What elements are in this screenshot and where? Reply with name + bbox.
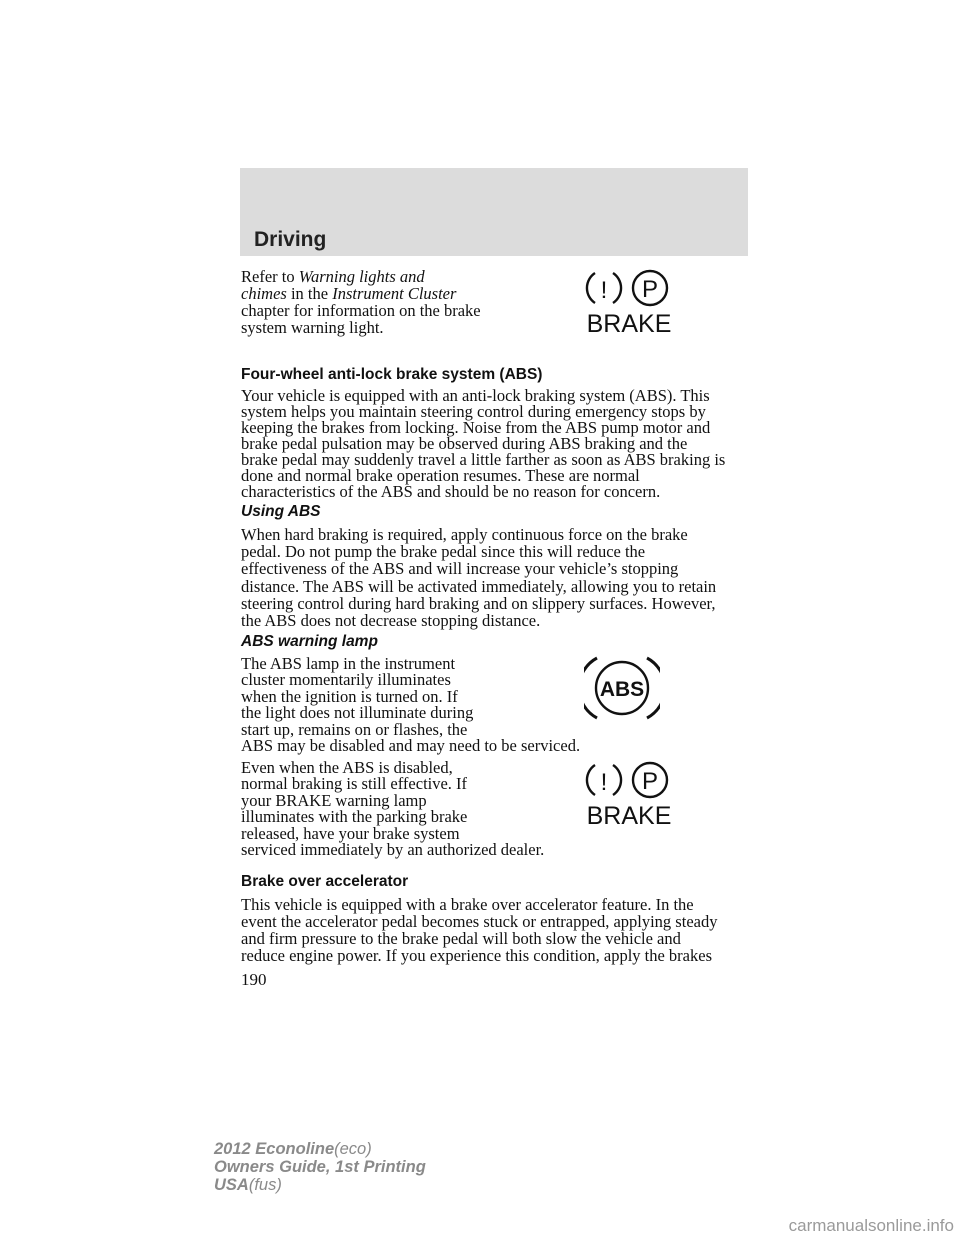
abs-lamp-line: normal braking is still effective. If [241, 774, 468, 794]
using-abs-line: When hard braking is required, apply continuous force on the brake [241, 525, 688, 544]
abs-lamp-heading: ABS warning lamp [241, 633, 378, 650]
refer-to-text: Refer to [241, 267, 295, 286]
footer-model: 2012 Econoline [214, 1140, 335, 1158]
brake-over-line: reduce engine power. If you experience this condition, apply the brakes [241, 946, 712, 965]
warning-lights-ref: Warning lights and [298, 267, 425, 286]
abs-line: done and normal brake operation resumes. These are normal [241, 466, 640, 485]
abs-section-heading: Four-wheel anti-lock brake system (ABS) [241, 366, 543, 383]
footer-model-code: (eco) [334, 1140, 372, 1158]
abs-lamp-line: Even when the ABS is disabled, [241, 758, 453, 777]
footer-market-code: (fus) [248, 1176, 282, 1194]
footer-line-2 [214, 1158, 426, 1176]
abs-warning-icon [584, 654, 660, 722]
section-title: Driving [254, 228, 327, 251]
intro-line-4: system warning light. [241, 318, 384, 337]
brake-over-line: This vehicle is equipped with a brake over accelerator feature. In the [241, 895, 694, 914]
abs-lamp-line: start up, remains on or flashes, the [241, 719, 468, 739]
watermark: carmanualsonline.info [788, 1216, 954, 1235]
abs-section-paragraph [241, 388, 761, 500]
footer-line-3 [214, 1176, 426, 1194]
exclaim-arc-left [587, 273, 595, 303]
brake-label: BRAKE [586, 310, 672, 338]
using-abs-line: distance. The ABS will be activated immediately, allowing you to retain [241, 576, 717, 596]
abs-lamp-line: released, have your brake system [241, 823, 460, 843]
brake-over-line: event the accelerator pedal becomes stuck or entrapped, applying steady [241, 912, 718, 931]
brake-over-paragraph [241, 896, 761, 964]
using-abs-line: the ABS does not decrease stopping distance. [241, 611, 541, 631]
p-glyph: P [641, 768, 659, 795]
brake-warning-icon [582, 268, 680, 338]
p-glyph: P [641, 276, 659, 303]
using-abs-line: effectiveness of the ABS and will increase your vehicle’s stopping [241, 559, 679, 579]
abs-line: brake pedal may suddenly travel a little farther as soon as ABS braking is [241, 450, 726, 469]
abs-lamp-line: the light does not illuminate during [241, 703, 474, 723]
intro-line-2 [241, 285, 541, 302]
document-footer [214, 1140, 426, 1194]
using-abs-heading: Using ABS [241, 503, 321, 520]
brake-label: BRAKE [586, 802, 672, 830]
brake-over-line: and firm pressure to the brake pedal will both slow the vehicle and [241, 929, 681, 948]
footer-line-1 [214, 1140, 426, 1158]
exclaim-arc-left [587, 765, 595, 795]
in-the-text: in the [286, 284, 333, 303]
abs-line: keeping the brakes from locking. Noise from the ABS pump motor and [241, 418, 711, 437]
instrument-cluster-ref: Instrument Cluster [332, 284, 457, 303]
abs-lamp-line: The ABS lamp in the instrument [241, 654, 456, 673]
intro-paragraph [241, 268, 541, 336]
brake-over-heading: Brake over accelerator [241, 873, 409, 890]
abs-line: system helps you maintain steering control during emergency stops by [241, 402, 706, 421]
chimes-ref: chimes [241, 284, 287, 303]
using-abs-line: steering control during hard braking and on slippery surfaces. However, [241, 593, 716, 613]
using-abs-paragraph [241, 526, 761, 629]
abs-lamp-line: ABS may be disabled and may need to be serviced. [241, 736, 581, 756]
page-number: 190 [241, 970, 267, 989]
exclaim-arc-right [613, 273, 621, 303]
exclaim-glyph: ! [600, 277, 608, 304]
abs-lamp-line: cluster momentarily illuminates [241, 670, 451, 690]
brake-warning-icon-2 [582, 760, 680, 830]
intro-line-3: chapter for information on the brake [241, 301, 481, 320]
exclaim-glyph: ! [600, 769, 608, 796]
abs-lamp-line: when the ignition is turned on. If [241, 686, 458, 706]
using-abs-line: pedal. Do not pump the brake pedal since this will reduce the [241, 542, 646, 562]
exclaim-arc-right [613, 765, 621, 795]
abs-lamp-line: serviced immediately by an authorized dealer. [241, 840, 545, 860]
abs-lamp-line: illuminates with the parking brake [241, 807, 468, 827]
abs-line: Your vehicle is equipped with an anti-lock braking system (ABS). This [241, 386, 710, 405]
abs-lamp-line: your BRAKE warning lamp [241, 790, 427, 810]
abs-label: ABS [599, 678, 645, 701]
footer-printing: Owners Guide, 1st Printing [214, 1158, 426, 1176]
footer-market: USA [214, 1176, 249, 1194]
abs-line: characteristics of the ABS and should be no reason for concern. [241, 482, 661, 501]
abs-line: brake pedal pulsation may be observed during ABS braking and the [241, 434, 688, 453]
intro-line-1 [241, 268, 541, 285]
